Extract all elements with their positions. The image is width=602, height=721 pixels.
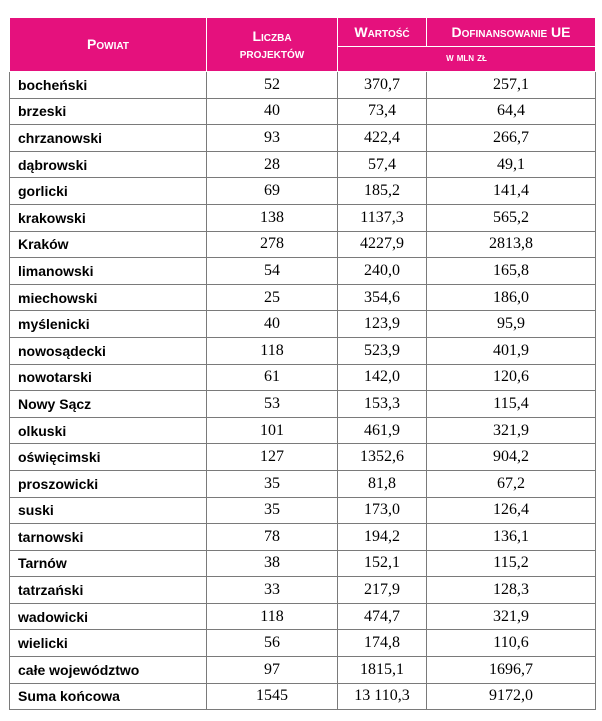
cell-wartosc: 523,9 [338,337,427,364]
table-row [10,603,596,630]
cell-powiat: gorlicki [10,178,207,205]
cell-liczba: 118 [207,603,338,630]
cell-liczba: 35 [207,470,338,497]
cell-powiat: wielicki [10,630,207,657]
header-liczba-line1: Liczba [252,27,292,44]
table-row [10,284,596,311]
cell-wartosc: 461,9 [338,417,427,444]
cell-dofinansowanie: 120,6 [427,364,596,391]
cell-liczba: 101 [207,417,338,444]
cell-powiat: tarnowski [10,524,207,551]
cell-dofinansowanie: 95,9 [427,311,596,338]
cell-wartosc: 57,4 [338,151,427,178]
table-row [10,577,596,604]
cell-dofinansowanie: 141,4 [427,178,596,205]
cell-powiat: proszowicki [10,470,207,497]
cell-wartosc: 13 110,3 [338,683,427,710]
table-row [10,550,596,577]
cell-powiat: brzeski [10,98,207,125]
header-liczba-line2: projektów [239,44,305,61]
projects-table [9,17,596,710]
cell-liczba: 28 [207,151,338,178]
table-row [10,231,596,258]
cell-dofinansowanie: 565,2 [427,204,596,231]
cell-powiat: bocheński [10,72,207,99]
cell-liczba: 33 [207,577,338,604]
cell-wartosc: 194,2 [338,524,427,551]
cell-liczba: 54 [207,258,338,285]
cell-dofinansowanie: 115,2 [427,550,596,577]
cell-liczba: 278 [207,231,338,258]
table-row [10,497,596,524]
cell-dofinansowanie: 257,1 [427,72,596,99]
cell-dofinansowanie: 136,1 [427,524,596,551]
cell-liczba: 52 [207,72,338,99]
cell-wartosc: 240,0 [338,258,427,285]
cell-dofinansowanie: 128,3 [427,577,596,604]
cell-wartosc: 1815,1 [338,657,427,684]
cell-liczba: 69 [207,178,338,205]
cell-dofinansowanie: 904,2 [427,444,596,471]
cell-powiat: nowosądecki [10,337,207,364]
cell-liczba: 78 [207,524,338,551]
cell-powiat: krakowski [10,204,207,231]
cell-wartosc: 474,7 [338,603,427,630]
cell-liczba: 40 [207,98,338,125]
cell-liczba: 56 [207,630,338,657]
cell-dofinansowanie: 67,2 [427,470,596,497]
cell-powiat: chrzanowski [10,125,207,152]
cell-liczba: 127 [207,444,338,471]
table-row [10,683,596,710]
cell-powiat: wadowicki [10,603,207,630]
cell-wartosc: 123,9 [338,311,427,338]
cell-wartosc: 173,0 [338,497,427,524]
cell-wartosc: 81,8 [338,470,427,497]
table-row [10,98,596,125]
cell-wartosc: 370,7 [338,72,427,99]
cell-liczba: 118 [207,337,338,364]
table-row [10,337,596,364]
header-powiat: Powiat [10,18,207,72]
cell-dofinansowanie: 9172,0 [427,683,596,710]
header-dofinansowanie: Dofinansowanie UE [427,18,596,47]
cell-dofinansowanie: 110,6 [427,630,596,657]
table-row [10,258,596,285]
cell-wartosc: 354,6 [338,284,427,311]
cell-powiat: Tarnów [10,550,207,577]
cell-dofinansowanie: 186,0 [427,284,596,311]
cell-wartosc: 1137,3 [338,204,427,231]
cell-powiat: oświęcimski [10,444,207,471]
cell-wartosc: 142,0 [338,364,427,391]
cell-powiat: tatrzański [10,577,207,604]
table-row [10,417,596,444]
cell-liczba: 53 [207,391,338,418]
cell-wartosc: 185,2 [338,178,427,205]
cell-powiat: miechowski [10,284,207,311]
header-liczba-projektow [207,18,338,72]
cell-powiat: dąbrowski [10,151,207,178]
cell-powiat: Nowy Sącz [10,391,207,418]
table-row [10,444,596,471]
table-row [10,178,596,205]
cell-dofinansowanie: 401,9 [427,337,596,364]
cell-dofinansowanie: 266,7 [427,125,596,152]
cell-wartosc: 174,8 [338,630,427,657]
table-row [10,630,596,657]
cell-wartosc: 152,1 [338,550,427,577]
cell-powiat: Suma końcowa [10,683,207,710]
table-row [10,72,596,99]
cell-powiat: suski [10,497,207,524]
cell-powiat: myślenicki [10,311,207,338]
cell-liczba: 138 [207,204,338,231]
cell-wartosc: 422,4 [338,125,427,152]
table-row [10,657,596,684]
cell-dofinansowanie: 49,1 [427,151,596,178]
table-row [10,391,596,418]
cell-liczba: 25 [207,284,338,311]
cell-dofinansowanie: 321,9 [427,603,596,630]
cell-wartosc: 1352,6 [338,444,427,471]
table-row [10,470,596,497]
cell-liczba: 1545 [207,683,338,710]
cell-powiat: nowotarski [10,364,207,391]
cell-dofinansowanie: 1696,7 [427,657,596,684]
cell-liczba: 38 [207,550,338,577]
cell-dofinansowanie: 64,4 [427,98,596,125]
cell-wartosc: 4227,9 [338,231,427,258]
cell-liczba: 35 [207,497,338,524]
cell-powiat: całe województwo [10,657,207,684]
cell-wartosc: 217,9 [338,577,427,604]
cell-dofinansowanie: 115,4 [427,391,596,418]
cell-liczba: 61 [207,364,338,391]
header-wartosc: Wartość [338,18,427,47]
cell-dofinansowanie: 126,4 [427,497,596,524]
cell-wartosc: 153,3 [338,391,427,418]
cell-dofinansowanie: 321,9 [427,417,596,444]
cell-dofinansowanie: 165,8 [427,258,596,285]
cell-powiat: olkuski [10,417,207,444]
cell-powiat: limanowski [10,258,207,285]
cell-dofinansowanie: 2813,8 [427,231,596,258]
table-row [10,151,596,178]
cell-liczba: 93 [207,125,338,152]
table-row [10,364,596,391]
cell-wartosc: 73,4 [338,98,427,125]
table-row [10,311,596,338]
cell-liczba: 97 [207,657,338,684]
table-row [10,204,596,231]
cell-liczba: 40 [207,311,338,338]
table-body [10,72,596,710]
table-row [10,125,596,152]
header-unit: w mln zł [338,47,596,72]
table-row [10,524,596,551]
cell-powiat: Kraków [10,231,207,258]
